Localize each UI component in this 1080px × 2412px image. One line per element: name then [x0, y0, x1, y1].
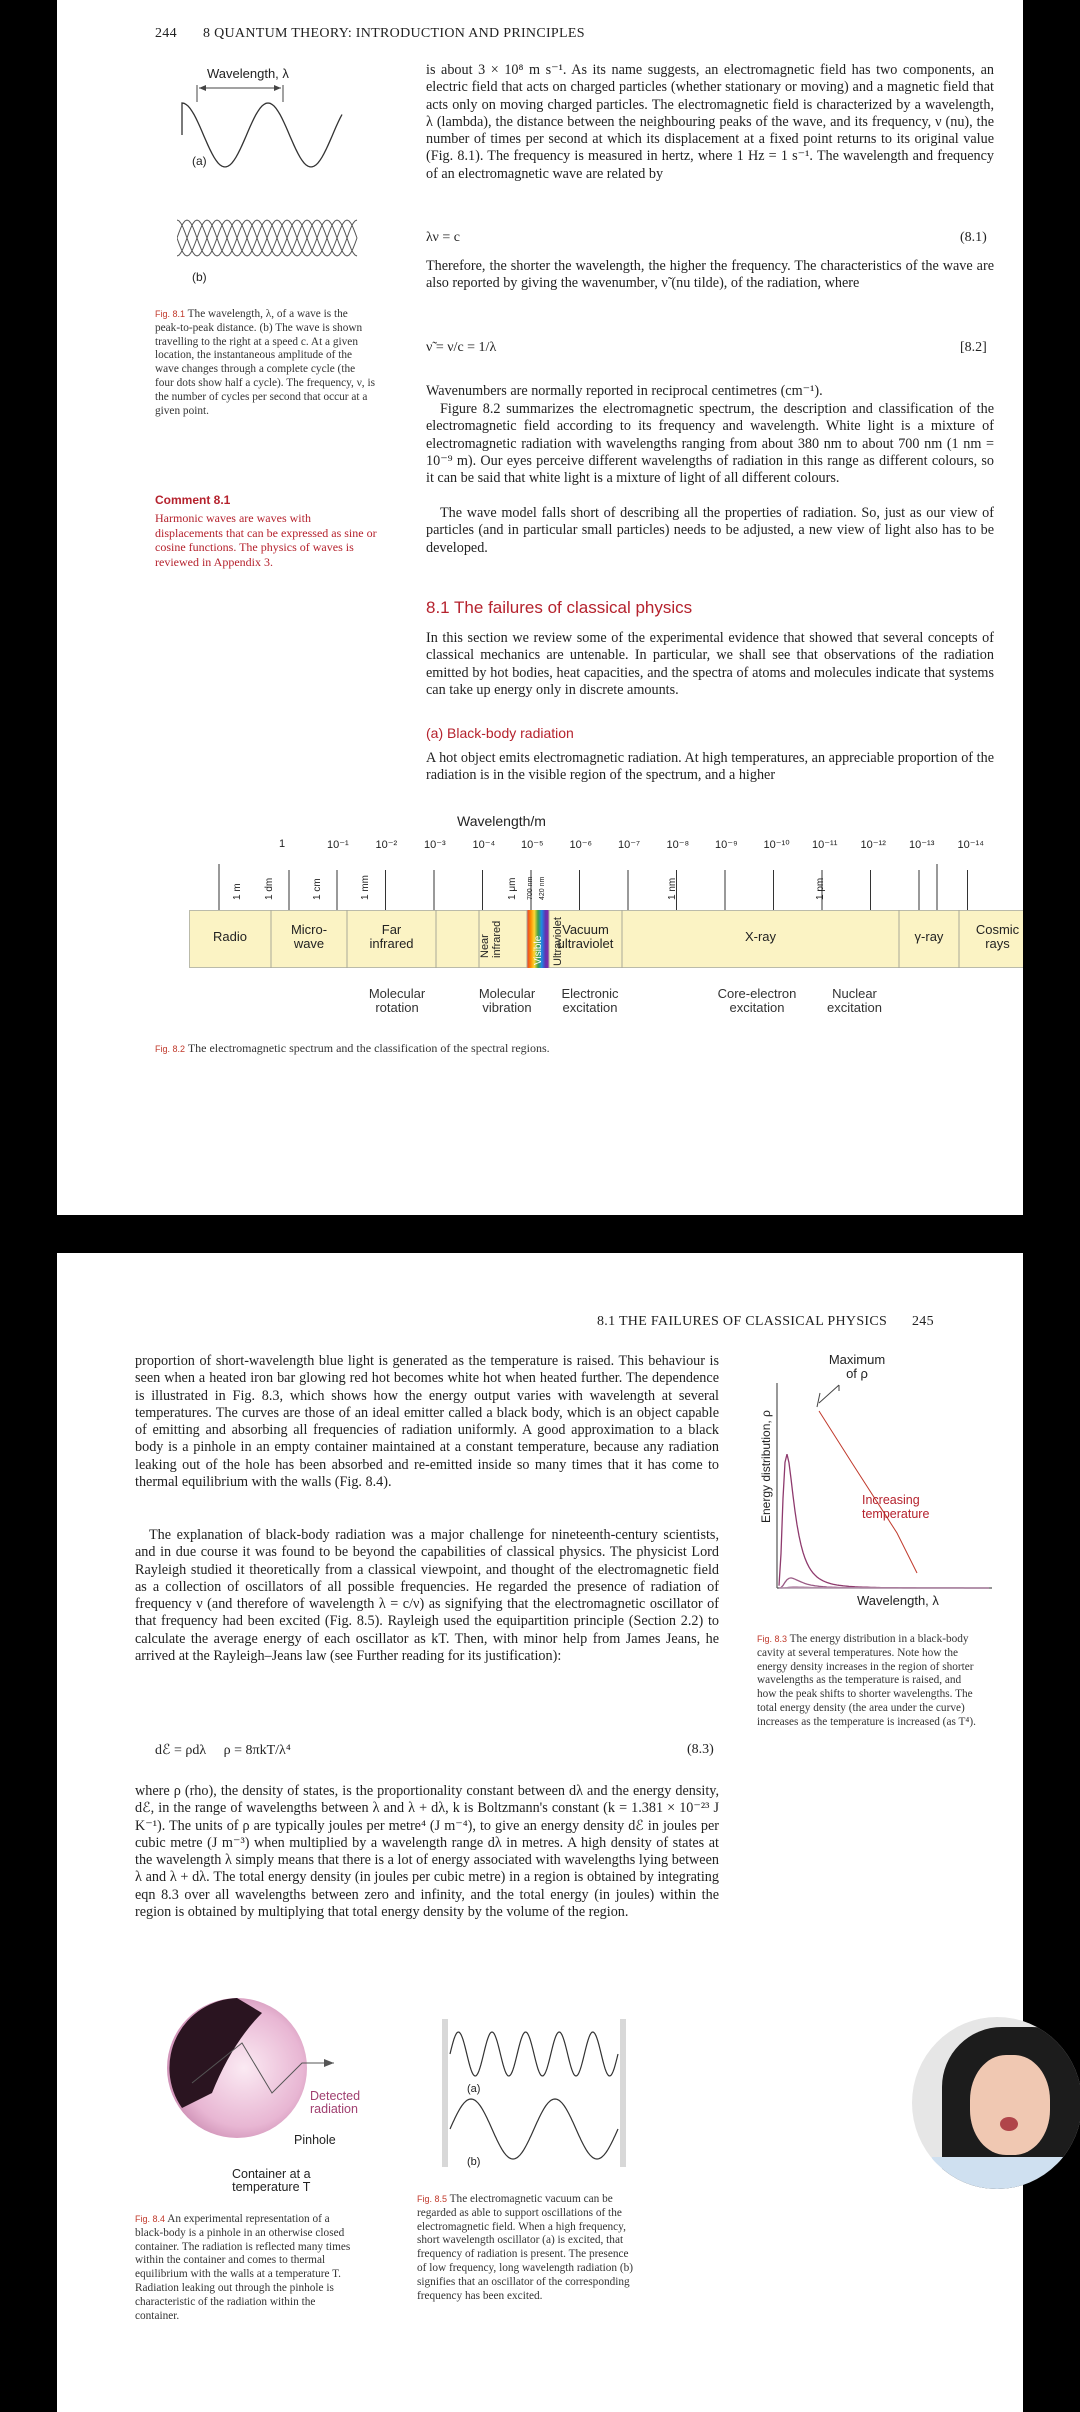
eq-8-1-number: (8.1): [960, 230, 987, 245]
tick-label: 1: [279, 838, 286, 850]
unit-mark-label: 1 cm: [312, 878, 323, 900]
fig84-caption-text: An experimental representation of a black-body is a pinhole in an otherwise closed container. The radiation is reflected many times within the container and comes to thermal equilibrium with the walls at a temperature T. Radiation leaking out through the pinhole is characteristic of the radiation within the container.: [135, 2213, 351, 2322]
paragraph-density-of-states: where ρ (rho), the density of states, is the proportionality constant between dλ and the energy density, dℰ, in the range of wavelengths between λ and λ + dλ, k is Boltzmann's constant (k = 1.381 × 10⁻²³ J K⁻¹). The units of ρ are typically joules per metre⁴ (J m⁻⁴), to give an energy density dℰ in joules per cubic metre (J m⁻³) when multiplied by a wavelength range dλ in metres. A high density of states at the wavelength λ simply means that there is a lot of energy associated with wavelengths lying between λ and λ + dλ. The total energy density (in joules per cubic metre) in a region is obtained by integrating eqn 8.3 over all wavelengths between zero and infinity, and the total energy (in joules) within the region is obtained by multiplying that total energy density by the volume of the region.: [135, 1783, 719, 1921]
page-245: [57, 1253, 1023, 2412]
tick-label: 10⁻⁶: [569, 839, 593, 851]
tick-label: 10⁻¹: [327, 839, 349, 851]
fig82-caption-id: Fig. 8.2: [155, 1044, 186, 1054]
tick-label: 10⁻¹⁴: [957, 839, 984, 851]
fig81-label-a: (a): [192, 154, 207, 168]
process-mol-vibration: Molecular vibration: [478, 986, 536, 1015]
fig83-caption-text: The energy distribution in a black-body cavity at several temperatures. Note how the energy density increases in the region of shorter wavelengths as the temperature is raised, and how the peak shifts to shorter wavelengths. The total energy density (the area under the curve) increases as the temperature is increased (as T⁴).: [757, 1633, 976, 1728]
tick-label: 10⁻¹¹: [812, 839, 838, 851]
section-title: 8.1 The failures of classical physics: [426, 598, 693, 617]
process-core-electron: Core-electron excitation: [717, 986, 797, 1015]
tick-label: 10⁻⁷: [618, 839, 641, 851]
fig84-detected-label: Detected radiation: [310, 2089, 361, 2116]
comment-title: Comment 8.1: [155, 493, 231, 507]
fig81-waves: [177, 80, 377, 280]
planck-curve: [779, 1578, 989, 1588]
region-visible: Visible: [533, 935, 544, 965]
paragraph-spectrum-text: Figure 8.2 summarizes the electromagnetic spectrum, the description and classification of the electromagnetic field according to its frequency and wavelength. White light is a mixture of electromagnetic radiation with wavelengths ranging from about 380 nm to about 700 nm (1 nm = 10⁻⁹ m). Our eyes perceive different wavelengths of radiation in this range as different colours, so it can be said that white light is a mixture of light of all different colours.: [426, 401, 994, 487]
fig84-container-label: Container at a temperature T: [232, 2167, 311, 2194]
fig83-x-label: Wavelength, λ: [857, 1593, 939, 1608]
tick-label: 10⁻⁵: [521, 839, 544, 851]
region-xray: X-ray: [744, 929, 777, 944]
eq-8-3-number: (8.3): [687, 1742, 714, 1757]
region-gamma: γ-ray: [914, 929, 944, 944]
unit-mark-label: 1 pm: [815, 877, 826, 900]
fig83-temp-label: Increasing temperature: [862, 1493, 930, 1521]
process-mol-rotation: Molecular rotation: [368, 986, 426, 1015]
fig84-pinhole-label: Pinhole: [294, 2133, 336, 2147]
fig82-caption: [155, 1042, 955, 1057]
process-electronic: Electronic excitation: [561, 986, 619, 1015]
avatar-clothing: [932, 2157, 1080, 2189]
page-number: 245: [912, 1314, 934, 1329]
fig82-caption-text: The electromagnetic spectrum and the classification of the spectral regions.: [187, 1041, 550, 1055]
tick-label: 10⁻¹³: [909, 839, 935, 851]
tick-label: 10⁻⁸: [666, 839, 690, 851]
region-radio: Radio: [213, 929, 247, 944]
page-244: [57, 0, 1023, 1215]
comment-text: Harmonic waves are waves with displacements that can be expressed as sine or cosine functions. The physics of waves is reviewed in Appendix 3.: [155, 511, 377, 569]
region-cosmic: Cosmic rays: [975, 922, 1020, 951]
fig85-label-b: (b): [467, 2156, 481, 2168]
eq-8-2: ν̃ = ν/c = 1/λ: [426, 340, 497, 355]
paragraph-rayleigh-text: The explanation of black-body radiation was a major challenge for nineteenth-century scientists, and in due course it was found to be beyond the capabilities of classical physics. The physicist Lord Rayleigh studied it theoretically from a classical viewpoint, and thought of the electromagnetic field as a collection of oscillators of all possible frequencies. He regarded the presence of radiation of frequency ν (and therefore of wavelength λ = c/ν) as signifying that the electromagnetic oscillator of that frequency had been excited (Fig. 8.5). Rayleigh used the equipartition principle (Section 2.2) to calculate the average energy of each oscillator as kT. Then, with minor help from James Jeans, he arrived at the Rayleigh–Jeans law (see Further reading for its justification):: [135, 1527, 719, 1665]
tick-label: 10⁻²: [375, 839, 398, 851]
region-ultraviolet: Ultraviolet: [552, 917, 564, 966]
planck-curve: [779, 1454, 989, 1588]
fig81-caption: [155, 308, 375, 418]
unit-mark-label: 1 mm: [360, 875, 371, 900]
fig81-wavelength-label: Wavelength, λ: [207, 66, 289, 81]
region-far-infrared: Far infrared: [369, 922, 414, 951]
unit-mark-label: 1 μm: [507, 877, 518, 900]
eq-8-3: dℰ = ρdλ ρ = 8πkT/λ⁴: [155, 1743, 291, 1758]
paragraph-wave-model: [426, 505, 994, 557]
tick-label: 10⁻¹⁰: [763, 839, 790, 851]
subsection-paragraph: A hot object emits electromagnetic radiation. At high temperatures, an appreciable proportion of the radiation is in the visible region of the spectrum, and a higher: [426, 750, 994, 784]
fig85-caption-text: The electromagnetic vacuum can be regarded as able to support oscillations of the electromagnetic field. When a high frequency, short wavelength oscillator (a) is excited, that frequency of radiation is present. The presence of low frequency, long wavelength radiation (b) signifies that an oscillator of the corresponding frequency has been excited.: [417, 2193, 634, 2302]
unit-mark-label: 1 dm: [264, 877, 275, 900]
section-paragraph: In this section we review some of the experimental evidence that showed that several concepts of classical mechanics are untenable. In particular, we shall see that observations of the radiation emitted by hot bodies, heat capacities, and the spectra of atoms and molecules indicate that systems can take up energy only in discrete amounts.: [426, 630, 994, 698]
page-number: 244: [155, 26, 177, 41]
webcam-overlay: [912, 2017, 1080, 2189]
fig85-caption: [417, 2193, 637, 2303]
avatar-mouth: [1000, 2117, 1018, 2131]
running-header: 8.1 THE FAILURES OF CLASSICAL PHYSICS: [597, 1314, 888, 1329]
unit-mark-label: 700 nm: [527, 876, 534, 900]
eq-8-2-number: [8.2]: [960, 340, 987, 355]
region-near-infrared: Near infrared: [479, 920, 503, 958]
intro-paragraph: is about 3 × 10⁸ m s⁻¹. As its name suggests, an electromagnetic field has two components, an electric field that acts on charged particles (whether stationary or moving) and a magnetic field that acts only on moving charged particles. The electromagnetic field is characterized by a wavelength, λ (lambda), the distance between the neighbouring peaks of the wave, and its frequency, ν (nu), the number of times per second at which its displacement at a fixed point returns to its original value (Fig. 8.1). The frequency is measured in hertz, where 1 Hz = 1 s⁻¹. The wavelength and frequency of an electromagnetic wave are related by: [426, 62, 994, 182]
avatar-face: [970, 2055, 1050, 2155]
fig83-y-label: Energy distribution, ρ: [759, 1410, 773, 1523]
paragraph-spectrum: [426, 401, 994, 487]
fig84-caption-id: Fig. 8.4: [135, 2214, 166, 2224]
fig81-caption-id: Fig. 8.1: [155, 309, 186, 319]
tick-label: 10⁻¹²: [860, 839, 886, 851]
unit-mark-label: 1 nm: [667, 877, 678, 900]
fig83-plot: [757, 1383, 997, 1593]
paragraph-wave-model-text: The wave model falls short of describing all the properties of radiation. So, just as our view of particles (and in particular small particles) needs to be adjusted, a new view of light also has to be developed.: [426, 505, 994, 556]
unit-mark-label: 1 m: [232, 883, 243, 900]
tick-label: 10⁻⁴: [472, 839, 496, 851]
process-nuclear: Nuclear excitation: [827, 986, 882, 1015]
tick-label: 10⁻³: [424, 839, 446, 851]
paragraph-wavenumber: Therefore, the shorter the wavelength, the higher the frequency. The characteristics of the wave are also reported by giving the wavenumber, ν̃ (nu tilde), of the radiation, where: [426, 258, 994, 292]
paragraph-rayleigh: [135, 1527, 719, 1665]
subsection-title: (a) Black-body radiation: [426, 725, 574, 741]
eq-8-1: λν = c: [426, 230, 460, 245]
fig81-caption-text: The wavelength, λ, of a wave is the peak-to-peak distance. (b) The wave is shown travelling to the right at a speed c. At a given location, the instantaneous amplitude of the wave changes through a complete cycle (the four dots show half a cycle). The frequency, ν, is the number of cycles per second that occur at a given point.: [155, 308, 375, 417]
fig81b-wave-4: [177, 220, 357, 256]
fig85-label-a: (a): [467, 2083, 481, 2095]
fig82-axis-title: Wavelength/m: [457, 813, 546, 829]
fig83-caption: [757, 1633, 982, 1730]
region-vacuum-uv: Vacuum ultraviolet: [557, 922, 614, 951]
fig81-label-b: (b): [192, 270, 207, 284]
tick-label: 10⁻⁹: [715, 839, 738, 851]
paragraph-wavenumber-units: Wavenumbers are normally reported in reciprocal centimetres (cm⁻¹).: [426, 383, 823, 399]
unit-mark-label: 420 nm: [539, 876, 546, 900]
fig85-caption-id: Fig. 8.5: [417, 2194, 448, 2204]
chapter-header: 8 QUANTUM THEORY: INTRODUCTION AND PRINCIPLES: [203, 26, 585, 41]
fig83-max-label: Maximum of ρ: [828, 1352, 886, 1381]
paragraph-black-body: proportion of short-wavelength blue light is generated as the temperature is raised. This behaviour is seen when a heated iron bar glowing red hot becomes white hot when heated further. The dependence is illustrated in Fig. 8.3, which shows how the energy output varies with wavelength at several temperatures. The curves are those of an ideal emitter called a black body, which is an object capable of emitting and absorbing all frequencies of radiation uniformly. A good approximation to a black body is a pinhole in an empty container maintained at a constant temperature, because any radiation leaking out of the hole has been absorbed and re-emitted inside so many times that it has come to thermal equilibrium with the walls (Fig. 8.4).: [135, 1353, 719, 1491]
fig83-caption-id: Fig. 8.3: [757, 1634, 788, 1644]
region-microwave: Micro- wave: [290, 922, 328, 951]
fig84-caption: [135, 2213, 355, 2323]
